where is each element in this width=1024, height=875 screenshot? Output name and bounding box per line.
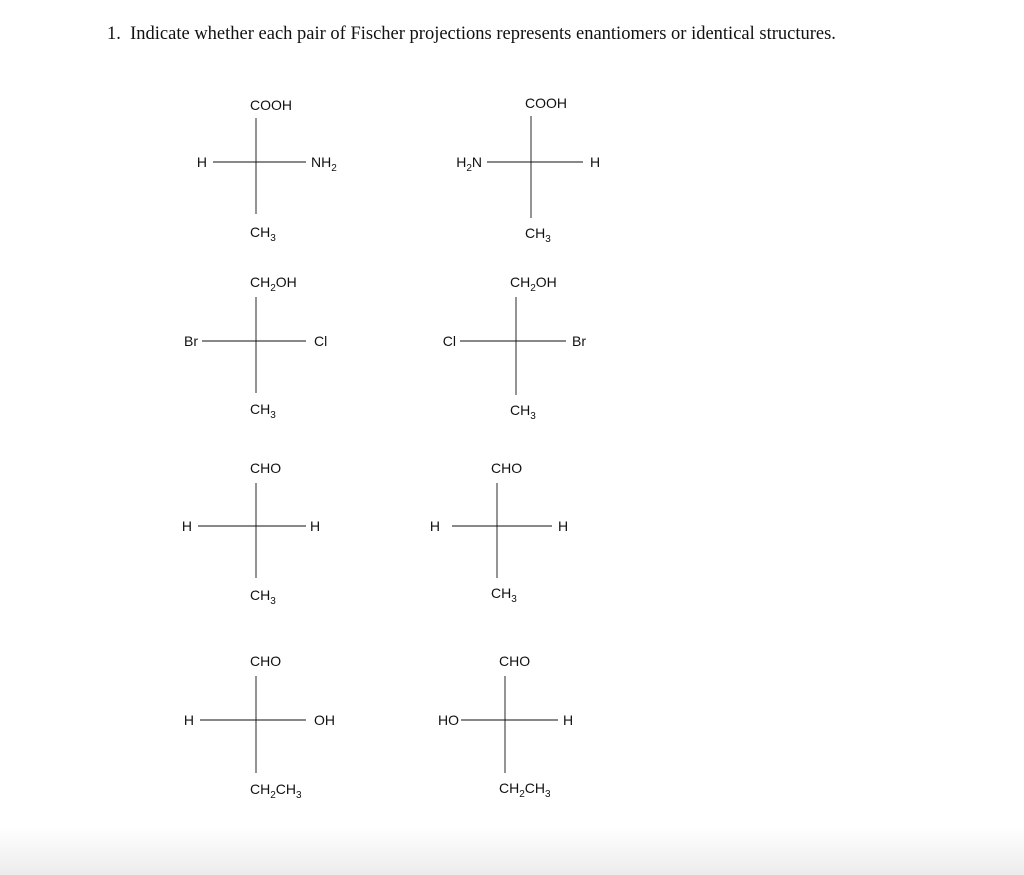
right-group: H bbox=[563, 712, 574, 728]
top-group: $CH_2OH$ bbox=[510, 274, 557, 294]
pair-4 bbox=[184, 653, 573, 801]
fischer-projection-2-left bbox=[184, 274, 327, 421]
left-group: $H_2N$ bbox=[456, 154, 482, 174]
pair-2 bbox=[184, 274, 586, 422]
fischer-projection-1-right bbox=[456, 95, 600, 245]
left-group: Br bbox=[184, 333, 198, 349]
right-group: H bbox=[558, 518, 569, 534]
bottom-group: $CH_3$ bbox=[250, 401, 276, 421]
question-number: 1. bbox=[107, 24, 121, 44]
right-group: H bbox=[590, 154, 601, 170]
pair-3 bbox=[182, 460, 568, 607]
fischer-projection-3-right bbox=[430, 460, 568, 605]
bottom-group: $CH_2CH_3$ bbox=[250, 781, 302, 801]
bottom-group: $CH_3$ bbox=[250, 587, 276, 607]
right-group: H bbox=[310, 518, 321, 534]
fischer-projection-3-left bbox=[182, 460, 320, 607]
right-group: Br bbox=[572, 333, 586, 349]
top-group: $CH_2OH$ bbox=[250, 274, 297, 294]
bottom-group: $CH_2CH_3$ bbox=[499, 780, 551, 800]
left-group: H bbox=[183, 712, 194, 728]
left-group: H bbox=[429, 518, 440, 534]
pair-1 bbox=[197, 95, 600, 245]
top-group: CHO bbox=[491, 460, 523, 476]
fischer-projection-2-right bbox=[443, 274, 587, 422]
bottom-group: $CH_3$ bbox=[250, 224, 276, 244]
fischer-projection-1-left bbox=[197, 97, 337, 244]
top-group: CHO bbox=[250, 460, 282, 476]
right-group: OH bbox=[314, 712, 335, 728]
top-group: CHO bbox=[250, 653, 282, 669]
fischer-projection-4-right bbox=[438, 653, 573, 800]
fischer-projection-4-left bbox=[184, 653, 335, 801]
top-group: CHO bbox=[499, 653, 531, 669]
bottom-group: $CH_3$ bbox=[525, 225, 551, 245]
right-group: $NH_2$ bbox=[311, 154, 337, 174]
left-group: H bbox=[196, 154, 207, 170]
top-group: COOH bbox=[525, 95, 567, 111]
right-group: Cl bbox=[314, 333, 328, 349]
top-group: COOH bbox=[250, 97, 292, 113]
page-bottom-shadow bbox=[0, 827, 1024, 875]
left-group: HO bbox=[438, 712, 459, 728]
question-text: Indicate whether each pair of Fischer projections represents enantiomers or identical structures. bbox=[130, 24, 836, 44]
bottom-group: $CH_3$ bbox=[491, 585, 517, 605]
bottom-group: $CH_3$ bbox=[510, 402, 536, 422]
left-group: Cl bbox=[442, 333, 456, 349]
left-group: H bbox=[181, 518, 192, 534]
